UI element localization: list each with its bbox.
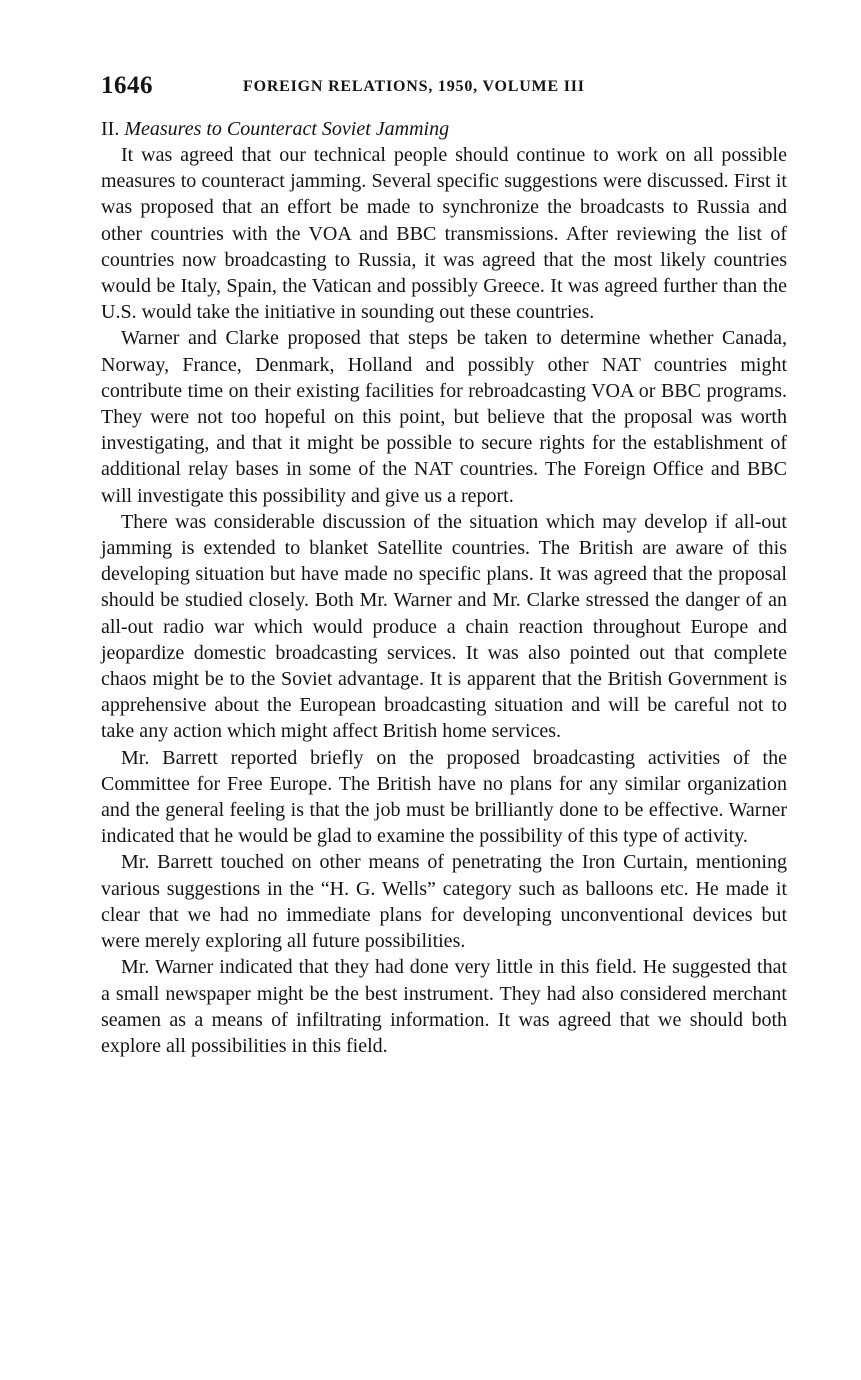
paragraph-newspaper-seamen: Mr. Warner indicated that they had done very little in this field. He suggested that a small newspaper might be the best instrument. They had also considered merchant seamen as a means of infiltrating information. It was agreed that we should both explore all possibilities in this field. <box>101 956 787 1057</box>
paragraph-free-europe-committee: Mr. Barrett reported briefly on the proposed broadcasting activities of the Committee for Free Europe. The British have no plans for any similar organization and the general feeling is that the job must be brilliantly done to be effective. Warner indicated that he would be glad to examine the possibility of this type of activity. <box>101 746 787 848</box>
section-number: II. <box>101 118 120 140</box>
document-page <box>101 72 787 1059</box>
section-heading <box>101 116 787 142</box>
paragraph-nat-rebroadcasting: Warner and Clarke proposed that steps be taken to determine whether Canada, Norway, France, Denmark, Holland and possibly other NAT countries might contribute time on their existing facilities for rebroadcasting VOA or BBC programs. They were not too hopeful on this point, but believe that the proposal was worth investigating, and that it might be possible to secure rights for the establishment of additional relay bases in some of the NAT countries. The Foreign Office and BBC will investigate this possibility and give us a report. <box>101 327 787 507</box>
running-head <box>101 72 787 108</box>
running-head-title: FOREIGN RELATIONS, 1950, VOLUME III <box>243 78 585 95</box>
page-number: 1646 <box>101 72 153 99</box>
section-title: Measures to Counteract Soviet Jamming <box>124 118 450 140</box>
paragraph-iron-curtain-means: Mr. Barrett touched on other means of penetrating the Iron Curtain, mentioning various suggestions in the “H. G. Wells” category such as balloons etc. He made it clear that we had no immediate plans for developing unconventional devices but were merely exploring all future possibilities. <box>101 851 787 953</box>
paragraph-satellite-jamming: There was considerable discussion of the situation which may develop if all-out jamming is extended to blanket Satellite countries. The British are aware of this developing situation but have made no specific plans. It was agreed that the proposal should be studied closely. Both Mr. Warner and Mr. Clarke stressed the danger of an all-out radio war which would produce a chain reaction throughout Europe and jeopardize domestic broadcasting services. It was also pointed out that complete chaos might be to the Soviet advantage. It is apparent that the British Government is apprehensive about the European broadcasting situation and will be careful not to take any action which might affect British home services. <box>101 510 787 743</box>
paragraph-counteract-jamming: It was agreed that our technical people should continue to work on all possible measures to counteract jamming. Several specific suggestions were discussed. First it was proposed that an effort be made to synchronize the broadcasts to Russia and other countries with the VOA and BBC transmissions. After reviewing the list of countries now broadcasting to Russia, it was agreed that the most likely countries would be Italy, Spain, the Vatican and possibly Greece. It was agreed further than the U.S. would take the initiative in sounding out these countries. <box>101 144 787 324</box>
